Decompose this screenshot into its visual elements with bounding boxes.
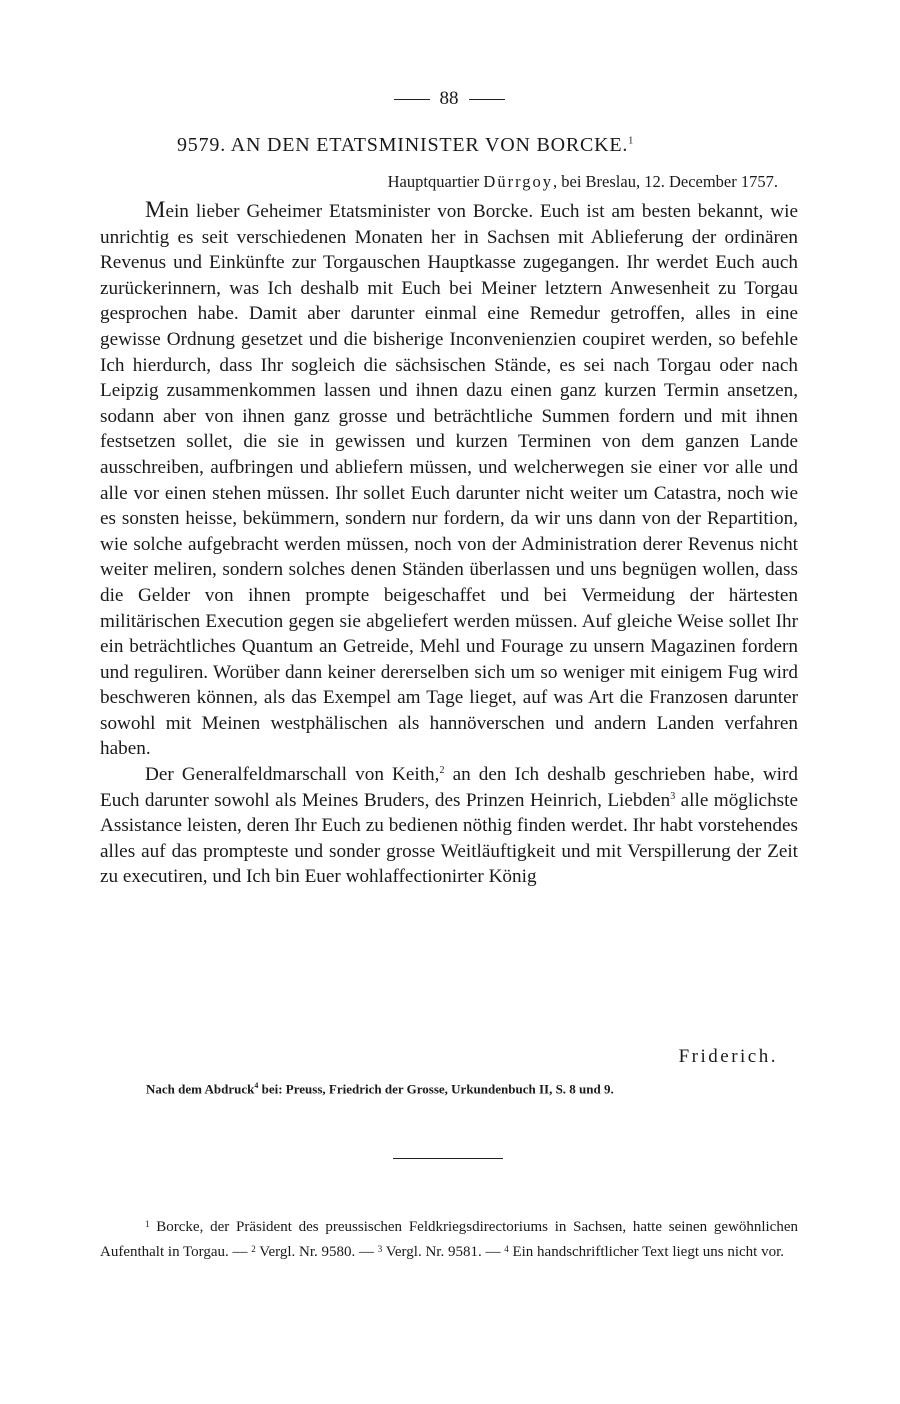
footnote-block [100, 1214, 798, 1263]
paragraph-2 [100, 762, 798, 890]
source-note [146, 1081, 614, 1097]
paragraph-1-text: ein lieber Geheimer Etatsminister von Borcke. Euch ist am besten bekannt, wie unrichtig es seit verschiedenen Monaten her in Sachsen mit Ablieferung der ordinären Revenus und Einkünfte zur Torgauschen Hauptkasse zugegangen. Ihr werdet Euch auch zurückerinnern, was Ich deshalb mit Euch bei Meiner letztern Anwesenheit zu Torgau gesprochen habe. Damit aber darunter einmal eine Remedur getroffen, alles in eine gewisse Ordnung gesetzet und die bisherige Inconvenienzien coupiret werden, so befehle Ich hierdurch, dass Ihr sogleich die sächsischen Stände, es sei nach Torgau oder nach Leipzig zusammenkommen lassen und ihnen dazu einen ganz kurzen Termin ansetzen, sodann aber von ihnen ganz grosse und beträchtliche Summen fordern und mit ihnen festsetzen sollet, die sie in gewissen und kurzen Terminen von dem ganzen Lande ausschreiben, aufbringen und abliefern müssen, und welcherwegen sie einer vor alle und alle vor einen stehen müssen. Ihr sollet Euch darunter nicht weiter um Catastra, noch wie es sonsten heisse, bekümmern, sondern nur fordern, da wir uns dann von der Repartition, wie solche aufgebracht werden müssen, noch von der Administration derer Revenus nicht weiter meliren, sondern solches denen Ständen überlassen und uns begnügen wollen, dass die Gelder von ihnen prompte beigeschaffet und bei Vermeidung der härtesten militärischen Execution gegen sie abgeliefert werden müssen. Auf gleiche Weise sollet Ihr ein beträchtliches Quantum an Getreide, Mehl und Fourage zu unsern Magazinen fordern und reguliren. Worüber dann keiner dererselben sich um so weniger mit einigem Fug wird beschweren können, als das Exempel am Tage lieget, auf was Art die Franzosen darunter sowohl mit Meinen westphälischen als hannöverschen und andern Landen verfahren haben. [100, 201, 798, 760]
letter-number: 9579. [177, 134, 226, 156]
footnote-number-2: 2 [251, 1243, 256, 1254]
dateline-prefix: Hauptquartier [387, 172, 480, 191]
footnote-ref-3: 3 [670, 790, 676, 802]
paragraph-1 [100, 197, 798, 762]
footnote-text-2: Vergl. Nr. 9580. — [255, 1243, 378, 1260]
dash-right [469, 99, 505, 100]
footnotes [100, 1214, 798, 1263]
footnote-number-3: 3 [377, 1243, 383, 1254]
source-rest: bei: Preuss, Friedrich der Grosse, Urkundenbuch II, S. 8 und 9. [258, 1081, 614, 1097]
dateline-place: Dürrgoy [483, 172, 554, 191]
footnote-ref-4: 4 [254, 1081, 259, 1090]
paragraph-2-text-a: Der Generalfeldmarschall von Keith, [145, 764, 440, 786]
footnote-text-4: Ein handschriftlicher Text liegt uns nicht vor. [508, 1243, 784, 1260]
letter-heading [177, 134, 634, 157]
source-prefix: Nach dem Abdruck [146, 1081, 255, 1097]
signature: Friderich. [678, 1046, 778, 1067]
footnote-text-1: Borcke, der Präsident des preussischen Feldkriegsdirectoriums in Sachsen, hatte seinen gewöhnlichen Aufenthalt in Torgau. — [100, 1219, 798, 1260]
footnote-number-1: 1 [145, 1219, 150, 1229]
footnote-ref-1: 1 [628, 135, 635, 147]
dash-left [394, 99, 430, 100]
dateline [388, 172, 778, 192]
page-number-line [100, 88, 798, 110]
letter-body [100, 197, 798, 890]
footnote-divider [393, 1158, 503, 1159]
paragraph-2-text-b: an den Ich deshalb geschrieben habe, wird Euch darunter sowohl als Meines Bruders, des Prinzen Heinrich, Liebden [100, 764, 798, 811]
initial-letter: M [145, 197, 166, 222]
letter-title: AN DEN ETATSMINISTER VON BORCKE. [230, 134, 629, 156]
page-number: 88 [439, 88, 459, 109]
paragraph-2-text-c: alle möglichste Assistance leisten, deren Ihr Euch zu bedienen nöthig finden werdet. Ihr habt vorstehendes alles auf das prompteste und sonder grosse Weitläuftigkeit und mit Verspillerung der Zeit zu executiren, und Ich bin Euer wohlaffectionirter König [100, 789, 798, 888]
footnote-text-3: Vergl. Nr. 9581. — [382, 1243, 505, 1260]
footnote-ref-2: 2 [439, 765, 445, 777]
footnote-number-4: 4 [504, 1243, 509, 1254]
dateline-rest: , bei Breslau, 12. December 1757. [553, 172, 778, 191]
